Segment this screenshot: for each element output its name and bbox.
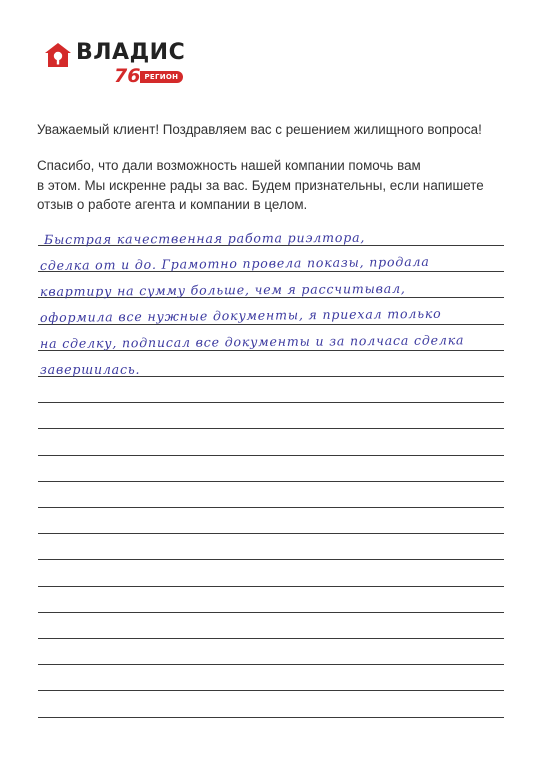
writing-rule-line xyxy=(38,402,504,403)
company-logo xyxy=(44,40,184,88)
writing-rule-line xyxy=(38,533,504,534)
review-line: сделка от и до. Грамотно провела показы, продала xyxy=(39,253,430,273)
writing-rule-line xyxy=(38,664,504,665)
intro-line: отзыв о работе агента и компании в целом. xyxy=(37,197,308,212)
logo-brand-name: ВЛАДИС xyxy=(76,40,186,65)
writing-rule-line xyxy=(38,455,504,456)
writing-rule-line xyxy=(38,717,504,718)
logo-region-badge xyxy=(114,67,183,86)
house-key-icon xyxy=(44,42,72,68)
writing-rule-line xyxy=(38,507,504,508)
writing-rule-line xyxy=(38,612,504,613)
writing-rule-line xyxy=(38,586,504,587)
intro-line: Спасибо, что дали возможность нашей компании помочь вам xyxy=(37,158,421,173)
writing-rule-line xyxy=(38,690,504,691)
greeting-text: Уважаемый клиент! Поздравляем вас с решением жилищного вопроса! xyxy=(37,122,482,137)
writing-rule-line xyxy=(38,638,504,639)
writing-rule-line xyxy=(38,481,504,482)
writing-rule-line xyxy=(38,559,504,560)
review-line: на сделку, подписал все документы и за полчаса сделка xyxy=(39,332,465,351)
intro-line: в этом. Мы искренне рады за вас. Будем признательны, если напишете xyxy=(37,177,484,193)
logo-region-number: 76 xyxy=(114,65,141,87)
intro-paragraph xyxy=(37,156,517,215)
review-line: завершилась. xyxy=(40,362,141,377)
logo-region-label: РЕГИОН xyxy=(140,71,183,83)
writing-rule-line xyxy=(38,428,504,429)
review-line: квартиру на сумму больше, чем я рассчитывал, xyxy=(39,280,406,299)
review-line: Быстрая качественная работа риэлтора, xyxy=(43,229,366,247)
review-line: оформила все нужные документы, я приехал только xyxy=(39,305,442,325)
